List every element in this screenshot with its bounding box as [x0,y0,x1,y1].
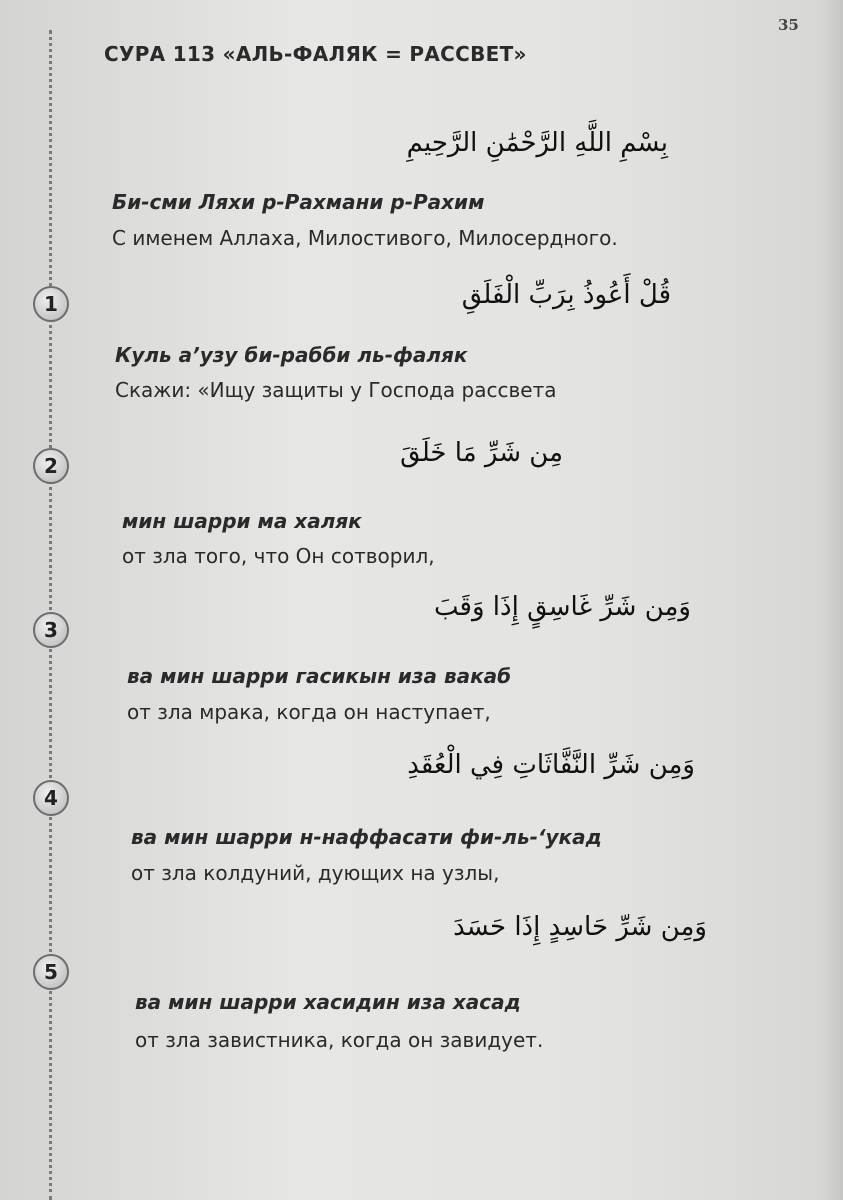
verse-5-arabic: وَمِن شَرِّ حَاسِدٍ إِذَا حَسَدَ [453,912,707,942]
verse-2-translation: от зла того, что Он сотворил, [122,544,435,568]
basmala-arabic: بِسْمِ اللَّهِ الرَّحْمَٰنِ الرَّحِيمِ [406,128,668,158]
verse-3-arabic: وَمِن شَرِّ غَاسِقٍ إِذَا وَقَبَ [434,592,691,622]
verse-1-transliteration: Куль а’узу би-рабби ль-фаляк [115,343,468,367]
verse-4-transliteration: ва мин шарри н-наффасати фи-ль-‘укад [131,825,602,849]
verse-4-translation: от зла колдуний, дующих на узлы, [131,861,500,885]
verse-4-arabic: وَمِن شَرِّ النَّفَّاثَاتِ فِي الْعُقَدِ [407,750,695,780]
verse-2-arabic: مِن شَرِّ مَا خَلَقَ [400,438,563,468]
basmala-translation: С именем Аллаха, Милостивого, Милосердного. [112,226,618,250]
page-edge-shadow [821,0,843,1200]
verse-number-5: 5 [33,954,69,990]
verse-3-transliteration: ва мин шарри гасикын иза вакаб [127,664,512,688]
verse-5-transliteration: ва мин шарри хасидин иза хасад [135,990,521,1014]
page-number: 35 [778,16,799,34]
verse-2-transliteration: мин шарри ма халяк [122,509,362,533]
surah-title: СУРА 113 «АЛЬ-ФАЛЯК = РАССВЕТ» [104,42,527,66]
verse-number-2: 2 [33,448,69,484]
verse-number-3: 3 [33,612,69,648]
verse-1-arabic: قُلْ أَعُوذُ بِرَبِّ الْفَلَقِ [461,280,671,310]
verse-1-translation: Скажи: «Ищу защиты у Господа рассвета [115,378,557,402]
verse-number-1: 1 [33,286,69,322]
basmala-transliteration: Би-сми Ляхи р-Рахмани р-Рахим [112,190,485,214]
verse-number-4: 4 [33,780,69,816]
verse-3-translation: от зла мрака, когда он наступает, [127,700,491,724]
verse-5-translation: от зла завистника, когда он завидует. [135,1028,544,1052]
